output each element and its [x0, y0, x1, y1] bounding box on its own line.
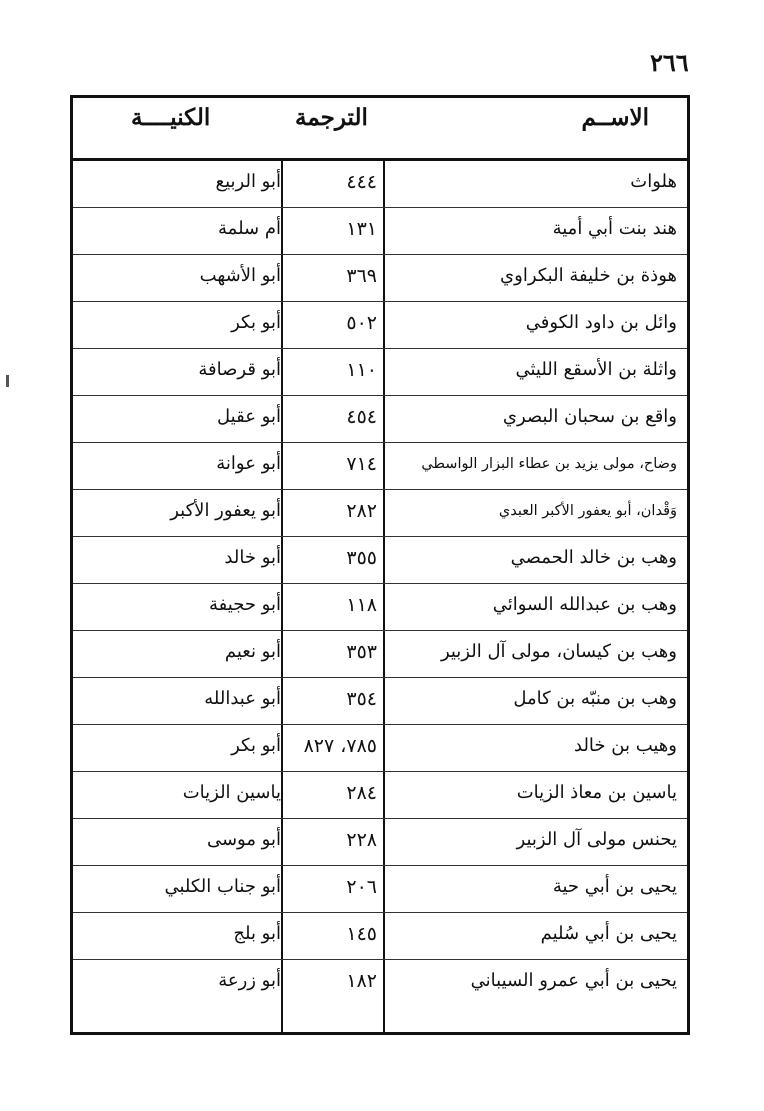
- kunya-cell: أبو بكر: [231, 735, 281, 756]
- translation-cell: ١٨٢: [346, 970, 377, 992]
- translation-cell: ٣٥٥: [346, 547, 377, 569]
- kunya-cell: أبو بلج: [233, 923, 281, 944]
- table-header: [73, 98, 687, 161]
- table-row: [73, 866, 687, 913]
- translation-cell: ٧٨٥، ٨٢٧: [303, 735, 377, 757]
- translation-cell: ٣٥٣: [346, 641, 377, 663]
- name-cell: هوذة بن خليفة البكراوي: [500, 265, 677, 286]
- table-row: [73, 302, 687, 349]
- name-cell: يحيى بن أبي سُليم: [540, 923, 677, 944]
- kunya-cell: أبو قرصافة: [198, 359, 281, 380]
- kunya-cell: أبو الأشهب: [199, 265, 281, 286]
- table-row: [73, 161, 687, 208]
- translation-cell: ٥٠٢: [346, 312, 377, 334]
- name-cell: يحنس مولى آل الزبير: [516, 829, 677, 850]
- header-name: الاســم: [581, 104, 649, 131]
- kunya-cell: أبو عقيل: [217, 406, 281, 427]
- table-row: [73, 913, 687, 960]
- kunya-cell: أبو موسى: [206, 829, 281, 850]
- header-translation: الترجمة: [295, 104, 368, 131]
- name-cell: وهيب بن خالد: [574, 735, 677, 756]
- translation-cell: ٣٦٩: [346, 265, 377, 287]
- table-row: [73, 819, 687, 866]
- name-cell: وهب بن منبّه بن كامل: [513, 688, 677, 709]
- table-row: [73, 584, 687, 631]
- translation-cell: ٤٥٤: [346, 406, 377, 428]
- table-row: [73, 537, 687, 584]
- name-cell: وائل بن داود الكوفي: [525, 312, 677, 333]
- table-row: [73, 443, 687, 490]
- kunya-cell: أبو جناب الكلبي: [164, 876, 281, 897]
- table-row: [73, 255, 687, 302]
- kunya-cell: أبو عوانة: [216, 453, 281, 474]
- translation-cell: ٢٢٨: [346, 829, 377, 851]
- translation-cell: ١١٠: [346, 359, 377, 381]
- kunya-cell: أبو بكر: [231, 312, 281, 333]
- kunya-cell: أبو زرعة: [218, 970, 281, 991]
- translation-cell: ٢٠٦: [346, 876, 377, 898]
- kunya-cell: أبو خالد: [224, 547, 281, 568]
- table-body: [73, 161, 687, 1007]
- name-cell: واثلة بن الأسقع الليثي: [515, 359, 677, 380]
- name-cell: وهب بن كيسان، مولى آل الزبير: [440, 641, 677, 662]
- kunya-cell: أبو حجيفة: [209, 594, 281, 615]
- table-row: [73, 490, 687, 537]
- name-cell: وهب بن عبدالله السوائي: [492, 594, 677, 615]
- kunya-cell: أبو الربيع: [215, 171, 281, 192]
- kunya-cell: أبو يعفور الأكبر: [170, 500, 281, 521]
- translation-cell: ١٤٥: [346, 923, 377, 945]
- translation-cell: ١٣١: [346, 218, 377, 240]
- kunya-cell: أبو عبدالله: [204, 688, 281, 709]
- table-row: [73, 678, 687, 725]
- table-row: [73, 960, 687, 1007]
- header-kunya: الكنيــــة: [131, 104, 211, 131]
- table-row: [73, 208, 687, 255]
- name-cell: يحيى بن أبي حية: [552, 876, 677, 897]
- table-row: [73, 631, 687, 678]
- index-table: [70, 95, 690, 1035]
- name-cell: ياسين بن معاذ الزيات: [516, 782, 677, 803]
- table-row: [73, 772, 687, 819]
- name-cell: واقع بن سحبان البصري: [502, 406, 677, 427]
- kunya-cell: أبو نعيم: [224, 641, 281, 662]
- table-row: [73, 396, 687, 443]
- name-cell: هند بنت أبي أمية: [552, 218, 677, 239]
- name-cell: وهب بن خالد الحمصي: [510, 547, 677, 568]
- name-cell: هلواث: [630, 171, 677, 192]
- translation-cell: ٤٤٤: [346, 171, 377, 193]
- page-number: ٢٦٦: [650, 48, 689, 77]
- translation-cell: ١١٨: [346, 594, 377, 616]
- translation-cell: ٢٨٢: [346, 500, 377, 522]
- name-cell: وَقْدان، أبو يعفور الأكبر العبدي: [498, 503, 677, 519]
- table-row: [73, 725, 687, 772]
- name-cell: وضاح، مولى يزيد بن عطاء البزار الواسطي: [421, 456, 677, 472]
- translation-cell: ٧١٤: [346, 453, 377, 475]
- margin-mark: [6, 375, 9, 387]
- name-cell: يحيى بن أبي عمرو السيباني: [470, 970, 677, 991]
- kunya-cell: أم سلمة: [218, 218, 281, 239]
- kunya-cell: ياسين الزيات: [182, 782, 281, 803]
- table-row: [73, 349, 687, 396]
- translation-cell: ٣٥٤: [346, 688, 377, 710]
- translation-cell: ٢٨٤: [346, 782, 377, 804]
